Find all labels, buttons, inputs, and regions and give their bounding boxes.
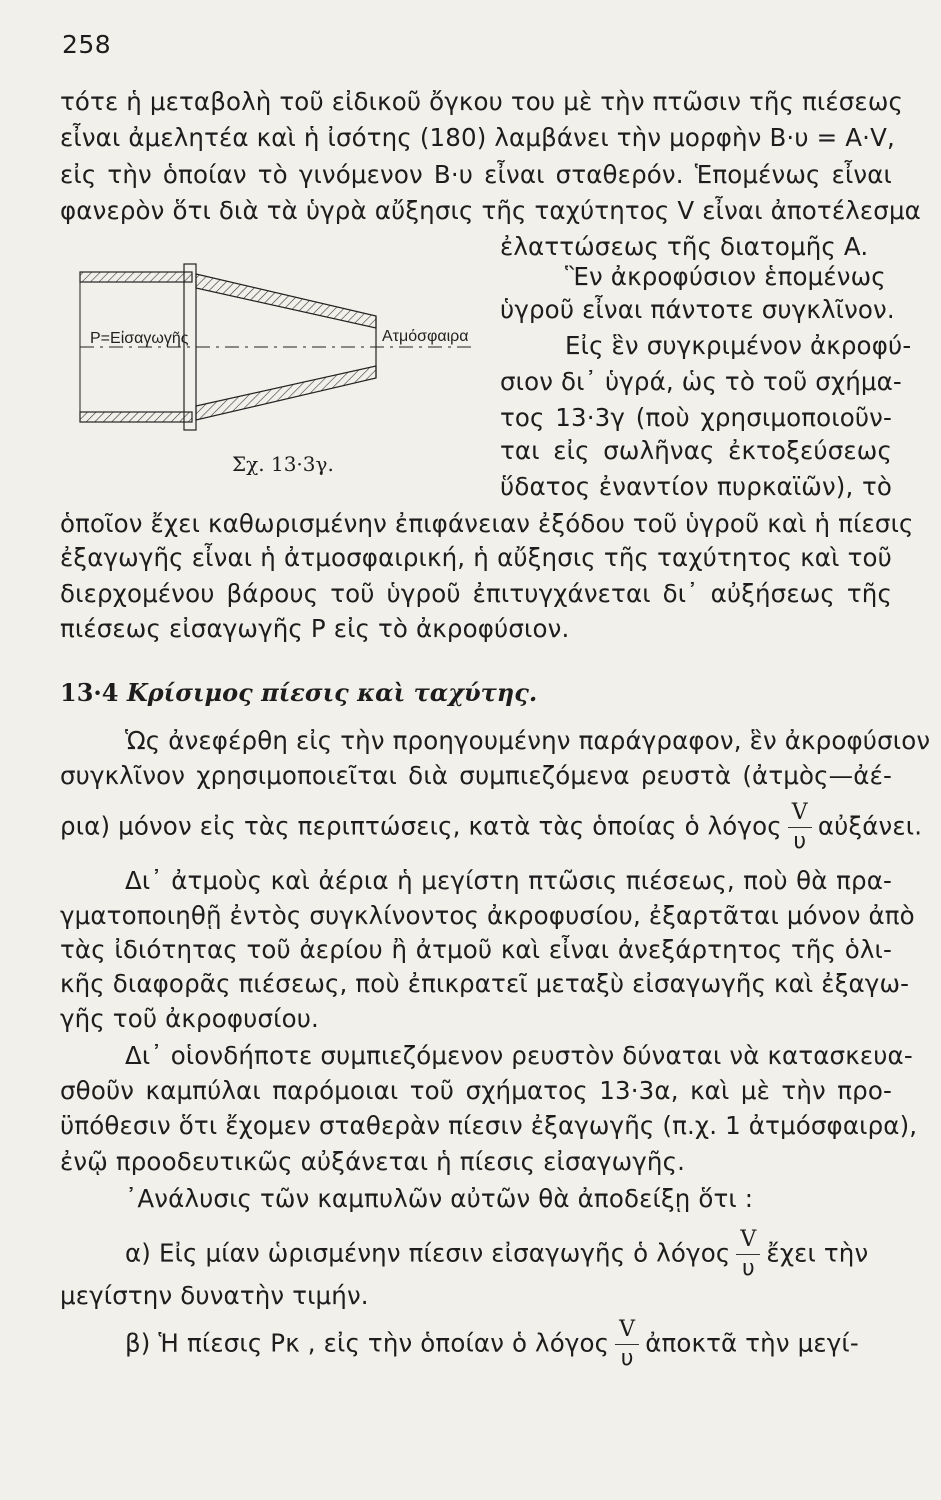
fraction-v-over-u (736, 1229, 760, 1280)
pipe-wall-top (80, 272, 192, 282)
text-line: τότε ἡ μεταβολὴ τοῦ εἰδικοῦ ὄγκου του μὲ τὴν πτῶσιν τῆς πιέσεως (60, 87, 904, 116)
text-line: τος 13·3γ (ποὺ χρησιμοποιοῦν- (500, 403, 892, 432)
fraction-numerator: V (788, 802, 812, 828)
text-line: Ὡς ἀνεφέρθη εἰς τὴν προηγουμένην παράγραφον, ἓν ἀκροφύσιον (125, 726, 931, 755)
text-line: τὰς ἰδιότητας τοῦ ἀερίου ἢ ἀτμοῦ καὶ εἶναι ἀνεξάρτητος τῆς ὁλι- (60, 935, 892, 964)
nozzle-diagram (76, 262, 496, 452)
text-line: σιον δι᾽ ὑγρά, ὡς τὸ τοῦ σχήμα- (500, 367, 902, 396)
fraction-v-over-u (788, 802, 812, 853)
text-line: Δι᾽ οἱονδήποτε συμπιεζόμενον ρευστὸν δύναται νὰ κατασκευα- (125, 1041, 913, 1070)
text-line: ἐξαγωγῆς εἶναι ἡ ἀτμοσφαιρική, ἡ αὔξησις τῆς ταχύτητος καὶ τοῦ (60, 543, 892, 572)
text-line: ἐνῷ προοδευτικῶς αὐξάνεται ἡ πίεσις εἰσαγωγῆς. (60, 1147, 686, 1176)
nozzle-wall-top (196, 274, 376, 328)
text-line: ὕδατος ἐναντίον πυρκαϊῶν), τὸ (500, 472, 892, 501)
text-span: ἀποκτᾶ τὴν μεγί- (645, 1328, 859, 1358)
inlet-label: P=Εἰσαγωγῆς (90, 330, 189, 347)
text-line: ᾿Ανάλυσις τῶν καμπυλῶν αὐτῶν θὰ ἀποδείξῃ ὅτι : (125, 1184, 754, 1213)
section-title: Κρίσιμος πίεσις καὶ ταχύτης. (126, 678, 538, 707)
text-line: ἐλαττώσεως τῆς διατομῆς A. (500, 232, 869, 261)
text-line: ϋπόθεσιν ὅτι ἔχομεν σταθερὰν πίεσιν ἐξαγωγῆς (π.χ. 1 ἀτμόσφαιρα), (60, 1111, 918, 1140)
list-item-b (125, 1319, 892, 1370)
fraction-numerator: V (615, 1319, 639, 1345)
fraction-v-over-u (615, 1319, 639, 1370)
text-line: Δι᾽ ἀτμοὺς καὶ ἀέρια ἡ μεγίστη πτῶσις πιέσεως, ποὺ θὰ πρα- (125, 866, 892, 895)
page-number: 258 (62, 30, 112, 59)
text-line: πιέσεως εἰσαγωγῆς P εἰς τὸ ἀκροφύσιον. (60, 614, 570, 643)
list-item-a (125, 1229, 892, 1280)
text-line: Ἓν ἀκροφύσιον ἑπομένως (565, 262, 886, 291)
pipe-wall-bottom (80, 412, 192, 422)
text-line: Εἰς ἓν συγκριμένον ἀκροφύ- (565, 331, 912, 360)
fraction-numerator: V (736, 1229, 760, 1255)
text-line: ὁποῖον ἔχει καθωρισμένην ἐπιφάνειαν ἐξόδου τοῦ ὑγροῦ καὶ ἡ πίεσις (60, 509, 914, 538)
fraction-denominator: υ (793, 829, 807, 854)
nozzle-wall-bottom (196, 366, 376, 420)
text-line: εἶναι ἀμελητέα καὶ ἡ ἰσότης (180) λαμβάνει τὴν μορφὴν B·υ = A·V, (60, 123, 895, 152)
text-line: ὑγροῦ εἶναι πάντοτε συγκλῖνον. (500, 295, 895, 324)
text-line: ται εἰς σωλῆνας ἐκτοξεύσεως (500, 436, 892, 465)
figure-caption: Σχ. 13·3γ. (232, 452, 334, 476)
text-span: αὐξάνει. (817, 811, 923, 841)
text-line: συγκλῖνον χρησιμοποιεῖται διὰ συμπιεζόμενα ρευστὰ (ἀτμὸς—ἀέ- (60, 761, 892, 790)
text-span: β) Ἡ πίεσις Pκ , εἰς τὴν ὁποίαν ὁ λόγος (125, 1328, 610, 1358)
text-line: φανερὸν ὅτι διὰ τὰ ὑγρὰ αὔξησις τῆς ταχύτητος V εἶναι ἀποτέλεσμα (60, 196, 921, 225)
text-line: εἰς τὴν ὁποίαν τὸ γινόμενον B·υ εἶναι σταθερόν. Ἑπομένως εἶναι (60, 160, 892, 189)
text-span: ἔχει τὴν (766, 1238, 869, 1268)
text-line: γῆς τοῦ ἀκροφυσίου. (60, 1004, 319, 1033)
text-span: α) Εἰς μίαν ὡρισμένην πίεσιν εἰσαγωγῆς ὁ λόγος (125, 1238, 731, 1268)
nozzle-figure (76, 262, 496, 482)
text-line: γματοποιηθῇ ἐντὸς συγκλίνοντος ἀκροφυσίου, ἐξαρτᾶται μόνον ἀπὸ (60, 901, 915, 930)
text-line: διερχομένου βάρους τοῦ ὑγροῦ ἐπιτυγχάνεται δι᾽ αὐξήσεως τῆς (60, 579, 892, 608)
text-line-with-fraction (60, 800, 923, 854)
section-number: 13·4 (60, 678, 119, 707)
text-line: σθοῦν καμπύλαι παρόμοιαι τοῦ σχήματος 13·3α, καὶ μὲ τὴν προ- (60, 1076, 892, 1105)
section-heading (60, 678, 537, 707)
text-line: κῆς διαφορᾶς πιέσεως, ποὺ ἐπικρατεῖ μεταξὺ εἰσαγωγῆς καὶ ἐξαγω- (60, 969, 910, 998)
outlet-label: Ατμόσφαιρα (382, 328, 469, 345)
fraction-denominator: υ (620, 1346, 634, 1371)
text-line: μεγίστην δυνατὴν τιμήν. (60, 1281, 369, 1310)
text-span: ρια) μόνον εἰς τὰς περιπτώσεις, κατὰ τὰς ὁποίας ὁ λόγος (60, 811, 782, 841)
fraction-denominator: υ (741, 1256, 755, 1281)
